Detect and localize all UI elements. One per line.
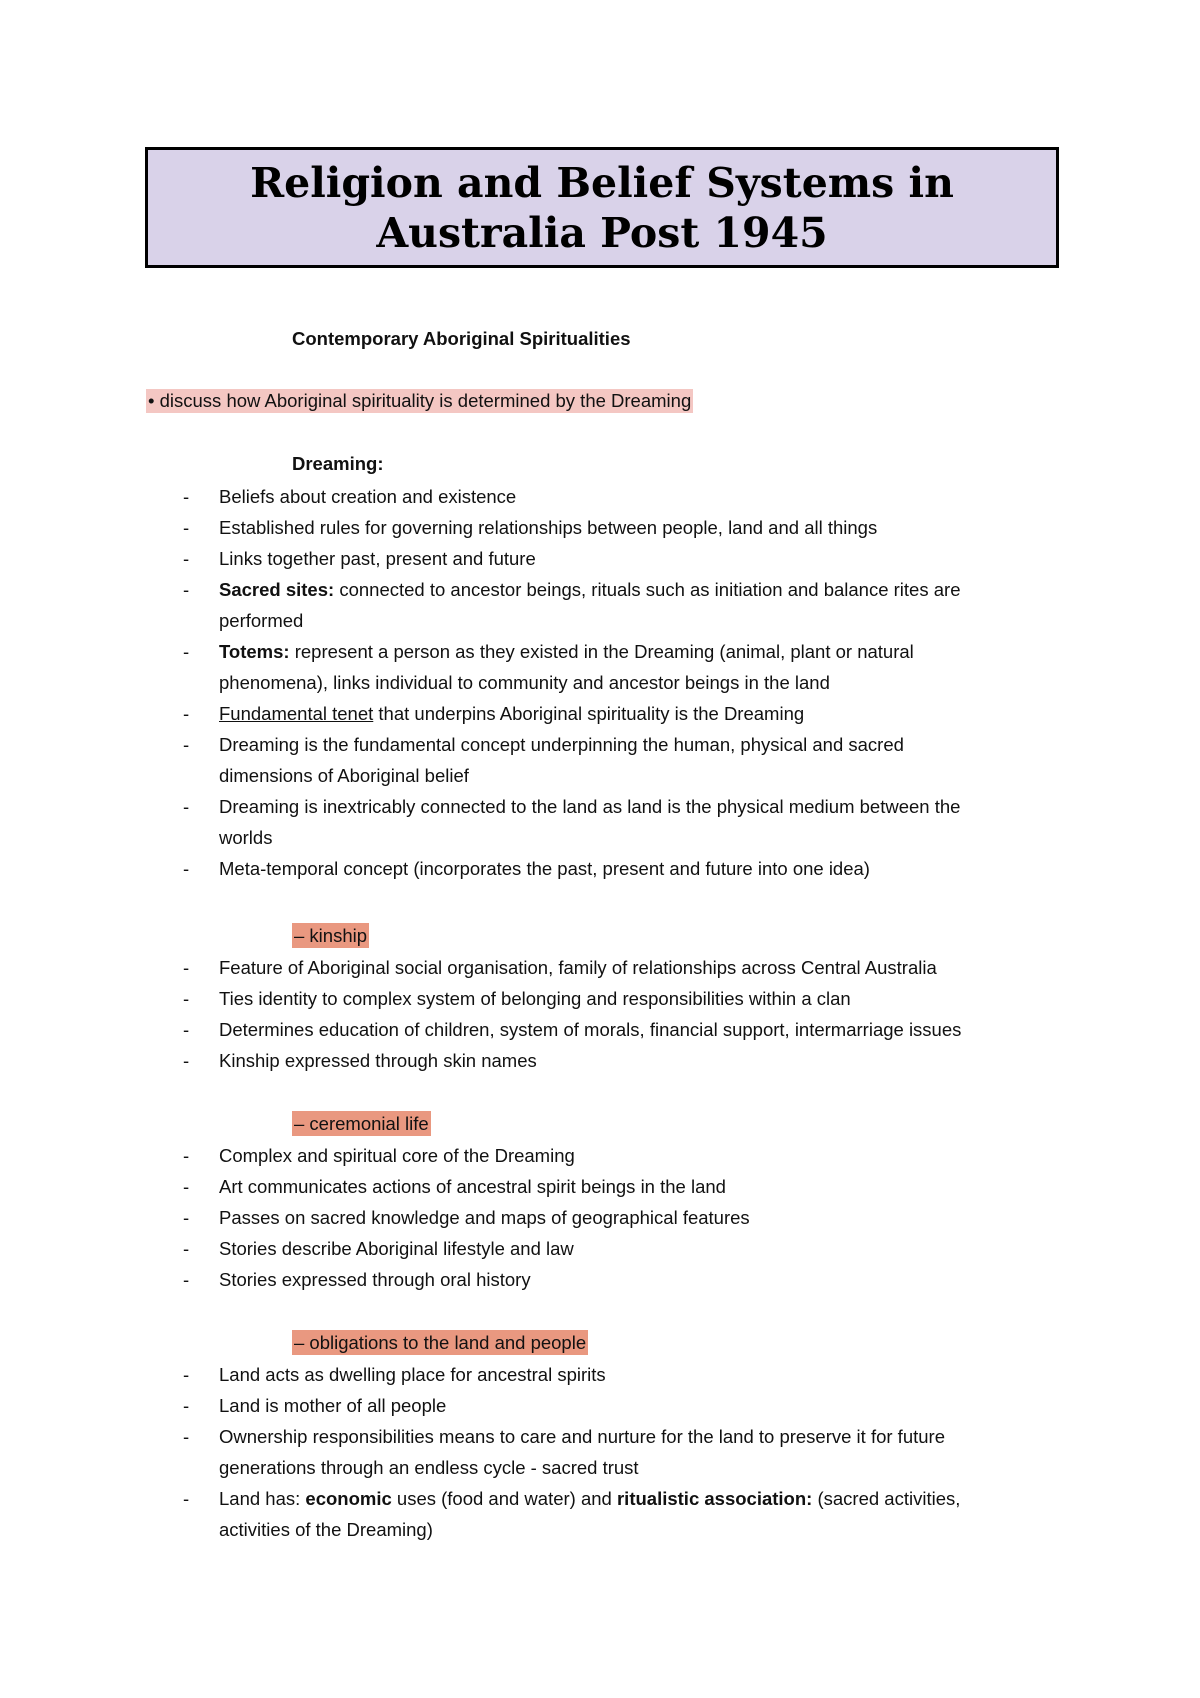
dash-bullet: - — [183, 579, 190, 600]
list-item: - Determines education of children, system of morals, financial support, intermarriage issues — [0, 1014, 1200, 1045]
dash-bullet: - — [183, 734, 190, 755]
dash-bullet: - — [183, 796, 190, 817]
bold-term: Sacred sites: — [219, 579, 335, 600]
kinship-tag: – kinship — [294, 925, 368, 946]
list-item: - Passes on sacred knowledge and maps of geographical features — [0, 1202, 1200, 1233]
list-item: - Art communicates actions of ancestral spirit beings in the land — [0, 1171, 1200, 1202]
bold-term: economic — [305, 1488, 392, 1509]
list-item: - Beliefs about creation and existence — [0, 481, 1200, 512]
list-item: - Dreaming is inextricably connected to the land as land is the physical medium between the worlds — [0, 791, 1200, 853]
dash-bullet: - — [183, 1238, 190, 1259]
ceremonial-life-list — [0, 1140, 1200, 1295]
dash-bullet: - — [183, 1269, 190, 1290]
dash-bullet: - — [183, 1395, 190, 1416]
underlined-term: Fundamental tenet — [219, 703, 374, 724]
dash-bullet: - — [183, 858, 190, 879]
list-item: - Fundamental tenet that underpins Aboriginal spirituality is the Dreaming — [0, 698, 1200, 729]
document-title-line-1: Religion and Belief Systems in — [250, 158, 954, 207]
list-item: - Feature of Aboriginal social organisation, family of relationships across Central Australia — [0, 952, 1200, 983]
dash-bullet: - — [183, 1364, 190, 1385]
dash-bullet: - — [183, 957, 190, 978]
bold-term: Totems: — [219, 641, 290, 662]
dreaming-list — [0, 481, 1200, 884]
list-item: - Links together past, present and future — [0, 543, 1200, 574]
list-item: - Dreaming is the fundamental concept underpinning the human, physical and sacred dimensions of Aboriginal belief — [0, 729, 1200, 791]
dash-bullet: - — [183, 517, 190, 538]
section-subtitle: Contemporary Aboriginal Spiritualities — [292, 328, 631, 349]
dash-bullet: - — [183, 1426, 190, 1447]
kinship-list — [0, 952, 1200, 1076]
dash-bullet: - — [183, 1207, 190, 1228]
list-item: - Established rules for governing relationships between people, land and all things — [0, 512, 1200, 543]
list-item: - Meta-temporal concept (incorporates the past, present and future into one idea) — [0, 853, 1200, 884]
dash-bullet: - — [183, 1488, 190, 1509]
document-title-box — [145, 147, 1059, 268]
dash-bullet: - — [183, 1050, 190, 1071]
document-title-line-2: Australia Post 1945 — [376, 208, 828, 257]
dash-bullet: - — [183, 1176, 190, 1197]
dash-bullet: - — [183, 548, 190, 569]
syllabus-objective: • discuss how Aboriginal spirituality is determined by the Dreaming — [148, 390, 692, 411]
dash-bullet: - — [183, 1019, 190, 1040]
list-item: - Sacred sites: connected to ancestor beings, rituals such as initiation and balance rites are performed — [0, 574, 1200, 636]
list-item: - Kinship expressed through skin names — [0, 1045, 1200, 1076]
list-item: - Stories describe Aboriginal lifestyle and law — [0, 1233, 1200, 1264]
dash-bullet: - — [183, 641, 190, 662]
list-item: - Land acts as dwelling place for ancestral spirits — [0, 1359, 1200, 1390]
obligations-tag: – obligations to the land and people — [294, 1332, 587, 1353]
dash-bullet: - — [183, 1145, 190, 1166]
list-item: - Ties identity to complex system of belonging and responsibilities within a clan — [0, 983, 1200, 1014]
dash-bullet: - — [183, 703, 190, 724]
list-item: - Totems: represent a person as they existed in the Dreaming (animal, plant or natural phenomena), links individual to community and ancestor beings in the land — [0, 636, 1200, 698]
dreaming-heading: Dreaming: — [292, 453, 384, 474]
list-item: - Stories expressed through oral history — [0, 1264, 1200, 1295]
list-item: - Ownership responsibilities means to care and nurture for the land to preserve it for future generations through an endless cycle - sacred trust — [0, 1421, 1200, 1483]
dash-bullet: - — [183, 988, 190, 1009]
list-item: - Land is mother of all people — [0, 1390, 1200, 1421]
bold-term: ritualistic association: — [616, 1488, 813, 1509]
list-item: - Land has: economic uses (food and water) and ritualistic association: (sacred activities, activities of the Dreaming) — [0, 1483, 1200, 1545]
obligations-list — [0, 1359, 1200, 1545]
dash-bullet: - — [183, 486, 190, 507]
list-item: - Complex and spiritual core of the Dreaming — [0, 1140, 1200, 1171]
ceremonial-life-tag: – ceremonial life — [294, 1113, 429, 1134]
